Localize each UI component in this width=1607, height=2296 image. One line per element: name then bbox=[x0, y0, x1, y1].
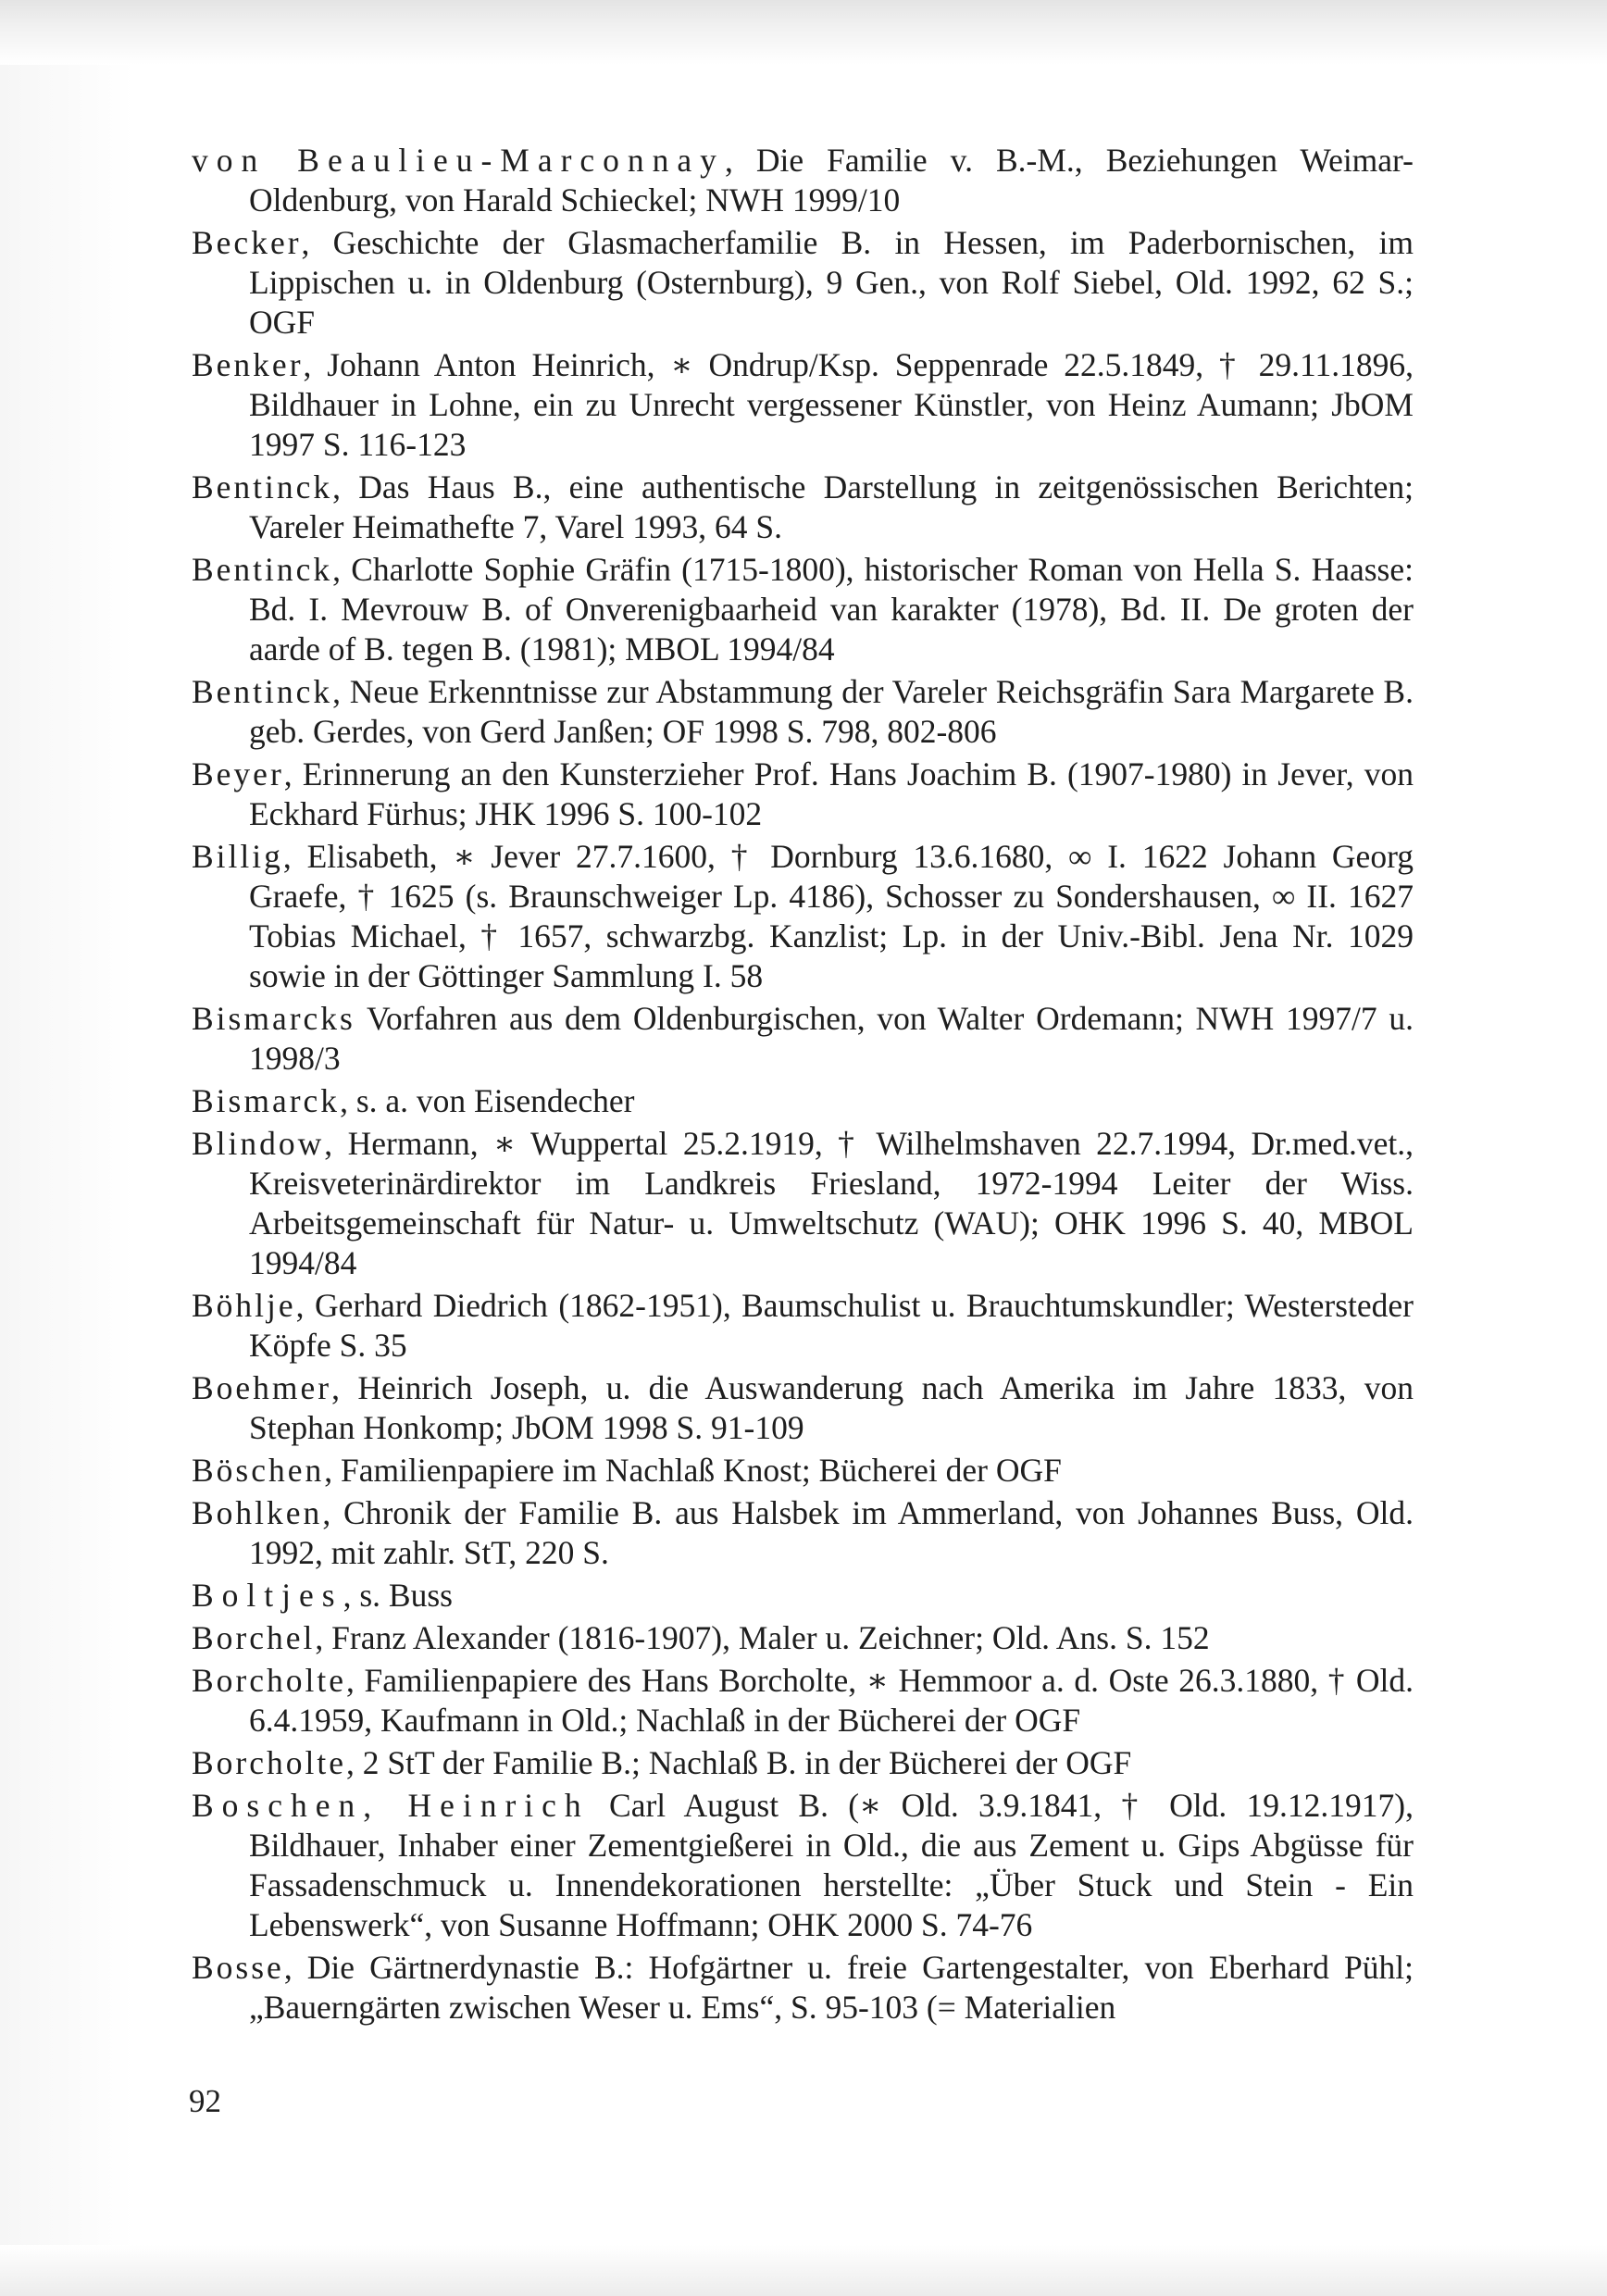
entry-text: , Franz Alexander (1816-1907), Maler u. Zeichner; Old. Ans. S. 152 bbox=[315, 1619, 1210, 1656]
entry-name: Bosse bbox=[192, 1949, 284, 1986]
scan-bottom-edge bbox=[0, 2245, 1607, 2296]
register-entry bbox=[192, 755, 1414, 834]
entry-name: Borcholte bbox=[192, 1662, 346, 1699]
entry-name: Borchel bbox=[192, 1619, 316, 1656]
register-entry bbox=[192, 1743, 1414, 1783]
register-entry bbox=[192, 1493, 1414, 1573]
entry-name: Bentinck bbox=[192, 468, 333, 505]
register-entry bbox=[192, 999, 1414, 1079]
register-entry bbox=[192, 1124, 1414, 1283]
entry-text: , Gerhard Diedrich (1862-1951), Baumschulist u. Brauchtumskundler; Westersteder Köpfe S. 35 bbox=[249, 1287, 1414, 1364]
entry-name: Boltjes bbox=[192, 1577, 343, 1614]
entry-text: , 2 StT der Familie B.; Nachlaß B. in der Bücherei der OGF bbox=[346, 1744, 1132, 1781]
register-entry bbox=[192, 1576, 1414, 1616]
register-entry bbox=[192, 141, 1414, 220]
register-entry bbox=[192, 1286, 1414, 1366]
register-entry bbox=[192, 1368, 1414, 1448]
entry-text: , Familienpapiere des Hans Borcholte, ∗ Hemmoor a. d. Oste 26.3.1880, † Old. 6.4.1959, Kaufmann in Old.; Nachlaß in der Bücherei der OGF bbox=[249, 1662, 1414, 1739]
scan-margin-shadow bbox=[0, 0, 134, 2296]
register-entry bbox=[192, 223, 1414, 343]
page-number: 92 bbox=[189, 2083, 221, 2119]
register-entry bbox=[192, 672, 1414, 752]
entry-name: Böhlje bbox=[192, 1287, 296, 1324]
entry-name: Becker bbox=[192, 224, 302, 261]
entry-text: , Chronik der Familie B. aus Halsbek im Ammerland, von Johannes Buss, Old. 1992, mit zahlr. StT, 220 S. bbox=[249, 1494, 1414, 1571]
register-entry bbox=[192, 1948, 1414, 2028]
entry-text: , Neue Erkenntnisse zur Abstammung der Vareler Reichsgräfin Sara Margarete B. geb. Gerdes, von Gerd Janßen; OF 1998 S. 798, 802-806 bbox=[249, 673, 1414, 750]
entry-name: Beyer bbox=[192, 755, 284, 792]
entry-text: , Die Gärtnerdynastie B.: Hofgärtner u. freie Gartengestalter, von Eberhard Pühl; „Bauerngärten zwischen Weser u. Ems“, S. 95-103 (= Materialien bbox=[249, 1949, 1414, 2026]
entry-text: , Elisabeth, ∗ Jever 27.7.1600, † Dornburg 13.6.1680, ∞ I. 1622 Johann Georg Graefe, † 1625 (s. Braunschweiger Lp. 4186), Schosser zu Sondershausen, ∞ II. 1627 Tobias Michael, † 1657, schwarzbg. Kanzlist; Lp. in der Univ.-Bibl. Jena Nr. 1029 sowie in der Göttinger Sammlung I. 58 bbox=[249, 838, 1414, 994]
entry-name: Bismarcks bbox=[192, 1000, 355, 1037]
entry-name: Böschen bbox=[192, 1452, 325, 1489]
entry-name: Borcholte bbox=[192, 1744, 346, 1781]
register-entry bbox=[192, 837, 1414, 996]
entry-name: Bentinck bbox=[192, 673, 333, 710]
entry-name: Bismarck bbox=[192, 1082, 341, 1119]
entry-text: , Geschichte der Glasmacherfamilie B. in Hessen, im Paderbornischen, im Lippischen u. in Oldenburg (Osternburg), 9 Gen., von Rolf Siebel, Old. 1992, 62 S.; OGF bbox=[249, 224, 1414, 341]
register-entry bbox=[192, 1786, 1414, 1945]
entry-text: , Familienpapiere im Nachlaß Knost; Bücherei der OGF bbox=[324, 1452, 1062, 1489]
entry-name: Billig bbox=[192, 838, 283, 875]
register-entry bbox=[192, 1618, 1414, 1658]
register-entry bbox=[192, 468, 1414, 547]
register-entry bbox=[192, 345, 1414, 465]
entry-text: , s. a. von Eisendecher bbox=[340, 1082, 635, 1119]
entry-text: , Die Familie v. B.-M., Beziehungen Weimar-Oldenburg, von Harald Schieckel; NWH 1999/10 bbox=[249, 142, 1414, 218]
entry-text: , Erinnerung an den Kunsterzieher Prof. Hans Joachim B. (1907-1980) in Jever, von Eckhard Fürhus; JHK 1996 S. 100-102 bbox=[249, 755, 1414, 832]
entry-name: Bentinck bbox=[192, 551, 333, 588]
entry-text: , Heinrich Joseph, u. die Auswanderung nach Amerika im Jahre 1833, von Stephan Honkomp; JbOM 1998 S. 91-109 bbox=[249, 1369, 1414, 1446]
entry-text: Vorfahren aus dem Oldenburgischen, von Walter Ordemann; NWH 1997/7 u. 1998/3 bbox=[249, 1000, 1414, 1077]
entry-name: Boschen, Heinrich bbox=[192, 1787, 590, 1824]
entry-text: Carl August B. (∗ Old. 3.9.1841, † Old. 19.12.1917), Bildhauer, Inhaber einer Zementgießerei in Old., die aus Zement u. Gips Abgüsse für Fassadenschmuck u. Innendekorationen herstellte: „Über Stuck und Stein - Ein Lebenswerk“, von Susanne Hoffmann; OHK 2000 S. 74-76 bbox=[249, 1787, 1414, 1943]
entry-name: Benker bbox=[192, 346, 304, 383]
entry-text: , Das Haus B., eine authentische Darstellung in zeitgenössischen Berichten; Vareler Heimathefte 7, Varel 1993, 64 S. bbox=[249, 468, 1414, 545]
entry-name: Blindow bbox=[192, 1125, 325, 1162]
entry-name: Bohlken bbox=[192, 1494, 323, 1531]
entry-text: , Johann Anton Heinrich, ∗ Ondrup/Ksp. Seppenrade 22.5.1849, † 29.11.1896, Bildhauer in Lohne, ein zu Unrecht vergessener Künstler, von Heinz Aumann; JbOM 1997 S. 116-123 bbox=[249, 346, 1414, 463]
register-entry bbox=[192, 1081, 1414, 1121]
entry-name: Boehmer bbox=[192, 1369, 332, 1406]
register-entry bbox=[192, 550, 1414, 669]
entry-name: von Beaulieu-Marconnay bbox=[192, 142, 725, 179]
register-entry bbox=[192, 1451, 1414, 1491]
entry-text: , Hermann, ∗ Wuppertal 25.2.1919, † Wilhelmshaven 22.7.1994, Dr.med.vet., Kreisveterinärdirektor im Landkreis Friesland, 1972-1994 Leiter der Wiss. Arbeitsgemeinschaft für Natur- u. Umweltschutz (WAU); OHK 1996 S. 40, MBOL 1994/84 bbox=[249, 1125, 1414, 1281]
register-entries bbox=[192, 141, 1414, 2030]
entry-text: , Charlotte Sophie Gräfin (1715-1800), historischer Roman von Hella S. Haasse: Bd. I. Mevrouw B. of Onverenigbaarheid van karakter (1978), Bd. II. De groten der aarde of B. tegen B. (1981); MBOL 1994/84 bbox=[249, 551, 1414, 668]
entry-text: , s. Buss bbox=[343, 1577, 453, 1614]
scan-top-edge bbox=[0, 0, 1607, 65]
register-entry bbox=[192, 1661, 1414, 1741]
